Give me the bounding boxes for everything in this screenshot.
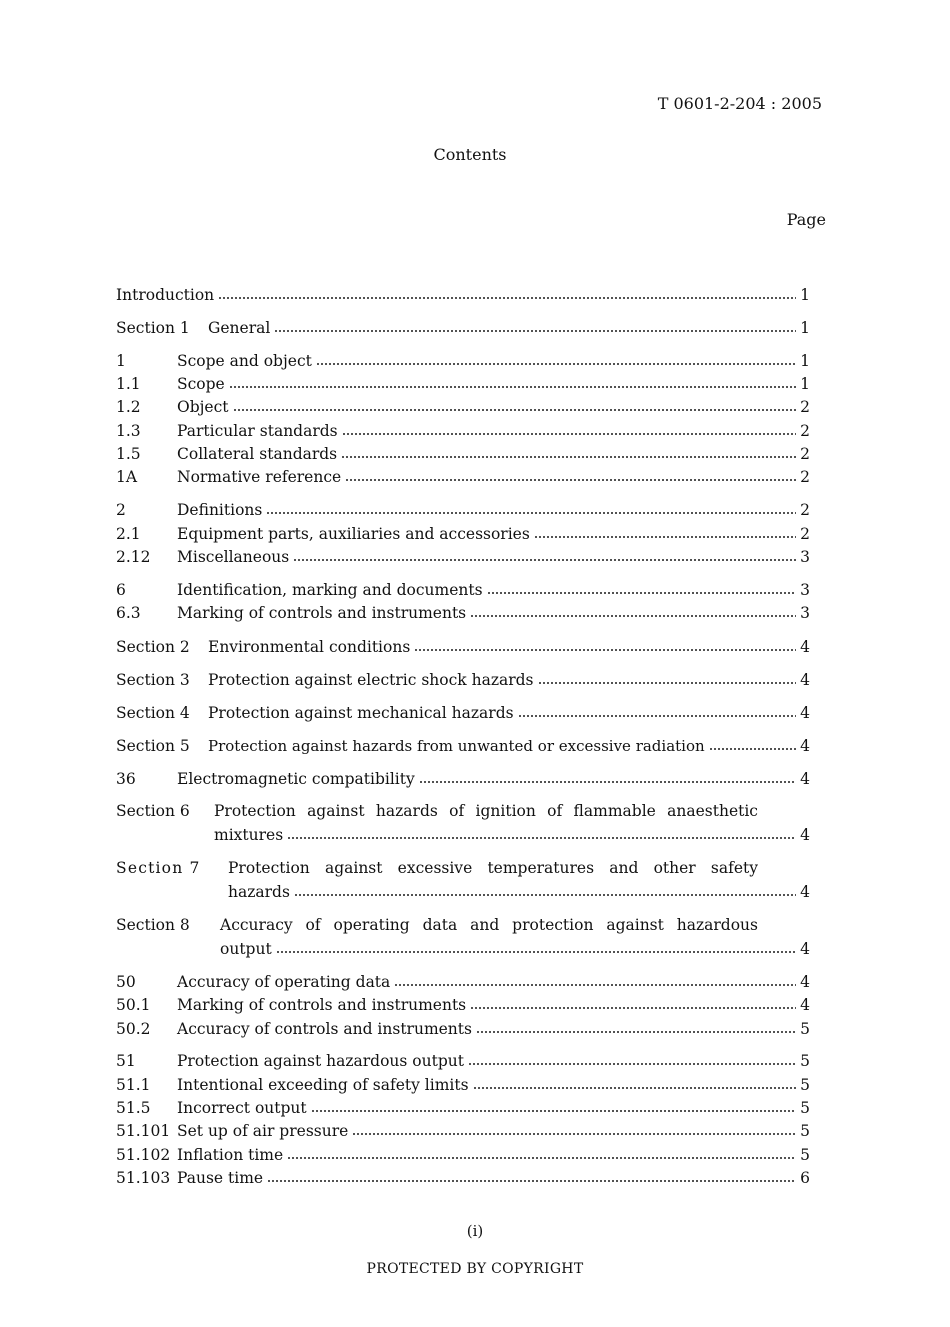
toc-entry-introduction[interactable] [116,284,810,306]
toc-entry-title: Particular standards [177,422,338,440]
toc-entry-page: 1 [800,375,810,393]
dot-leader [470,1004,796,1010]
dot-leader [534,533,796,539]
toc-entry-number: Section 7 [116,859,201,877]
toc-entry-page: 4 [800,704,810,722]
toc-entry-section-2[interactable] [116,636,810,658]
toc-entry[interactable] [116,396,810,418]
dot-leader [476,1028,796,1034]
toc-entry[interactable] [116,602,810,624]
standard-number: T 0601-2-204 : 2005 [657,94,822,113]
toc-entry-number: 51.101 [116,1122,171,1140]
toc-entry-number: Section 2 [116,638,190,656]
toc-entry[interactable] [116,499,810,521]
toc-entry-number: 1.1 [116,375,141,393]
toc-entry-number: Section 5 [116,737,190,755]
toc-entry-number: Section 1 [116,319,190,337]
toc-entry-page: 6 [800,1169,810,1187]
toc-entry-number: 51.5 [116,1099,151,1117]
toc-entry-title: Identification, marking and documents [177,581,483,599]
dot-leader [316,360,796,366]
toc-entry-page: 1 [800,286,810,304]
toc-entry-title: Set up of air pressure [177,1122,349,1140]
toc-entry-number: 51.103 [116,1169,171,1187]
toc-entry-page: 4 [800,973,810,991]
dot-leader [470,612,796,618]
toc-entry-page: 1 [800,352,810,370]
dot-leader [287,834,796,840]
toc-entry[interactable] [116,971,810,993]
toc-entry-page: 4 [800,638,810,656]
toc-entry-number: 50.2 [116,1020,151,1038]
toc-entry-number: Section 6 [116,802,190,820]
toc-entry[interactable] [116,1097,810,1119]
toc-entry[interactable] [116,994,810,1016]
page-column-label: Page [786,210,826,229]
dot-leader [419,778,796,784]
toc-entry-number: 1A [116,468,138,486]
footer-page-number: (i) [466,1222,484,1240]
toc-entry-page: 2 [800,445,810,463]
toc-entry-title: Accuracy of controls and instruments [177,1020,472,1038]
toc-entry-title-line2: mixtures [214,826,284,844]
toc-entry[interactable] [116,1074,810,1096]
toc-entry-number: Section 3 [116,671,190,689]
dot-leader [311,1107,796,1113]
toc-entry-page: 3 [800,548,810,566]
toc-entry-number: 6 [116,581,126,599]
dot-leader [287,1154,796,1160]
toc-entry-page: 2 [800,468,810,486]
dot-leader [538,679,796,685]
dot-leader [229,383,796,389]
toc-entry-title-line1: Protection against hazards of ignition of flammable anaesthetic [214,802,758,820]
dot-leader [487,589,796,595]
dot-leader [233,406,796,412]
toc-entry-section-8[interactable] [220,938,810,960]
toc-entry-number: 36 [116,770,136,788]
toc-entry-page: 5 [800,1146,810,1164]
toc-entry[interactable] [116,579,810,601]
toc-entry-title: Collateral standards [177,445,338,463]
toc-entry-number: 50.1 [116,996,151,1014]
toc-entry-page: 2 [800,398,810,416]
toc-entry-number: 1.3 [116,422,141,440]
toc-entry-page: 4 [800,737,810,755]
toc-entry[interactable] [116,466,810,488]
toc-entry-title: Intentional exceeding of safety limits [177,1076,469,1094]
toc-entry-number: 1 [116,352,126,370]
toc-entry-title: Scope [177,375,225,393]
toc-entry-page: 2 [800,501,810,519]
toc-entry-page: 4 [800,883,810,901]
toc-entry-page: 3 [800,581,810,599]
toc-entry[interactable] [116,373,810,395]
toc-entry[interactable] [116,768,810,790]
toc-entry-number: Section 4 [116,704,190,722]
toc-entry-page: 4 [800,940,810,958]
toc-entry-title: Definitions [177,501,263,519]
dot-leader [352,1130,796,1136]
dot-leader [709,745,796,751]
toc-entry-title: Normative reference [177,468,342,486]
toc-entry-number: 6.3 [116,604,141,622]
toc-entry-section-6[interactable] [214,824,810,846]
toc-entry-section-3[interactable] [116,669,810,691]
dot-leader [518,712,796,718]
dot-leader [341,453,796,459]
toc-entry-page: 2 [800,525,810,543]
toc-entry-page: 5 [800,1020,810,1038]
dot-leader [274,327,796,333]
toc-entry-title: General [208,319,271,337]
toc-entry-number: 1.2 [116,398,141,416]
dot-leader [345,476,796,482]
copyright-notice: PROTECTED BY COPYRIGHT [366,1261,584,1277]
dot-leader [266,509,796,515]
dot-leader [267,1177,796,1183]
toc-entry[interactable] [116,1120,810,1142]
toc-entry[interactable] [116,350,810,372]
toc-entry-title-line2: hazards [228,883,290,901]
toc-entry-title: Protection against electric shock hazards [208,671,534,689]
toc-entry[interactable] [116,443,810,465]
toc-entry-title: Marking of controls and instruments [177,996,467,1014]
toc-entry-number: 51 [116,1052,136,1070]
toc-entry-title: Accuracy of operating data [177,973,391,991]
toc-entry-page: 3 [800,604,810,622]
toc-entry-title: Scope and object [177,352,312,370]
toc-entry[interactable] [116,546,810,568]
page-title: Contents [433,145,507,164]
dot-leader [294,891,796,897]
toc-entry-section-4[interactable] [116,702,810,724]
toc-entry-page: 5 [800,1122,810,1140]
toc-entry-title: Protection against hazards from unwanted or excessive radiation [208,737,705,755]
toc-entry[interactable] [116,1050,810,1072]
toc-entry-number: 2.12 [116,548,151,566]
toc-entry-page: 4 [800,770,810,788]
toc-entry-number: 1.5 [116,445,141,463]
toc-entry-number: 2.1 [116,525,141,543]
toc-entry-page: 4 [800,671,810,689]
toc-entry[interactable] [116,523,810,545]
toc-entry-title: Protection against mechanical hazards [208,704,514,722]
dot-leader [293,556,796,562]
toc-entry-title: Inflation time [177,1146,284,1164]
dot-leader [394,981,796,987]
toc-entry-title: Marking of controls and instruments [177,604,467,622]
toc-entry-title: Environmental conditions [208,638,411,656]
toc-entry-page: 1 [800,319,810,337]
dot-leader [473,1084,796,1090]
toc-entry-page: 5 [800,1052,810,1070]
dot-leader [276,948,796,954]
toc-entry[interactable] [116,1018,810,1040]
toc-entry-title-line1: Protection against excessive temperatures and other safety [228,859,758,877]
toc-entry-number: Section 8 [116,916,190,934]
toc-entry-number: 50 [116,973,136,991]
toc-entry-page: 4 [800,826,810,844]
toc-entry-section-7[interactable] [228,881,810,903]
toc-entry-page: 5 [800,1076,810,1094]
toc-entry-section-5[interactable] [116,735,810,757]
toc-entry[interactable] [116,1144,810,1166]
toc-entry-number: 51.102 [116,1146,171,1164]
toc-entry-title-line1: Accuracy of operating data and protection against hazardous [220,916,758,934]
toc-entry-title-line2: output [220,940,272,958]
toc-entry-title: Equipment parts, auxiliaries and accessories [177,525,530,543]
toc-entry-title: Pause time [177,1169,264,1187]
dot-leader [342,430,796,436]
toc-entry[interactable] [116,420,810,442]
toc-entry-page: 2 [800,422,810,440]
dot-leader [218,294,796,300]
toc-entry[interactable] [116,1167,810,1189]
toc-entry-title: Object [177,398,229,416]
toc-entry-title: Electromagnetic compatibility [177,770,415,788]
toc-entry-title: Protection against hazardous output [177,1052,464,1070]
toc-entry-page: 5 [800,1099,810,1117]
toc-entry-section-1[interactable] [116,317,810,339]
dot-leader [468,1060,796,1066]
toc-entry-title: Miscellaneous [177,548,290,566]
toc-entry-title: Incorrect output [177,1099,307,1117]
toc-entry-page: 4 [800,996,810,1014]
toc-entry-number: 51.1 [116,1076,151,1094]
toc-entry-number: 2 [116,501,126,519]
toc-entry-title: Introduction [116,286,215,304]
dot-leader [414,646,796,652]
